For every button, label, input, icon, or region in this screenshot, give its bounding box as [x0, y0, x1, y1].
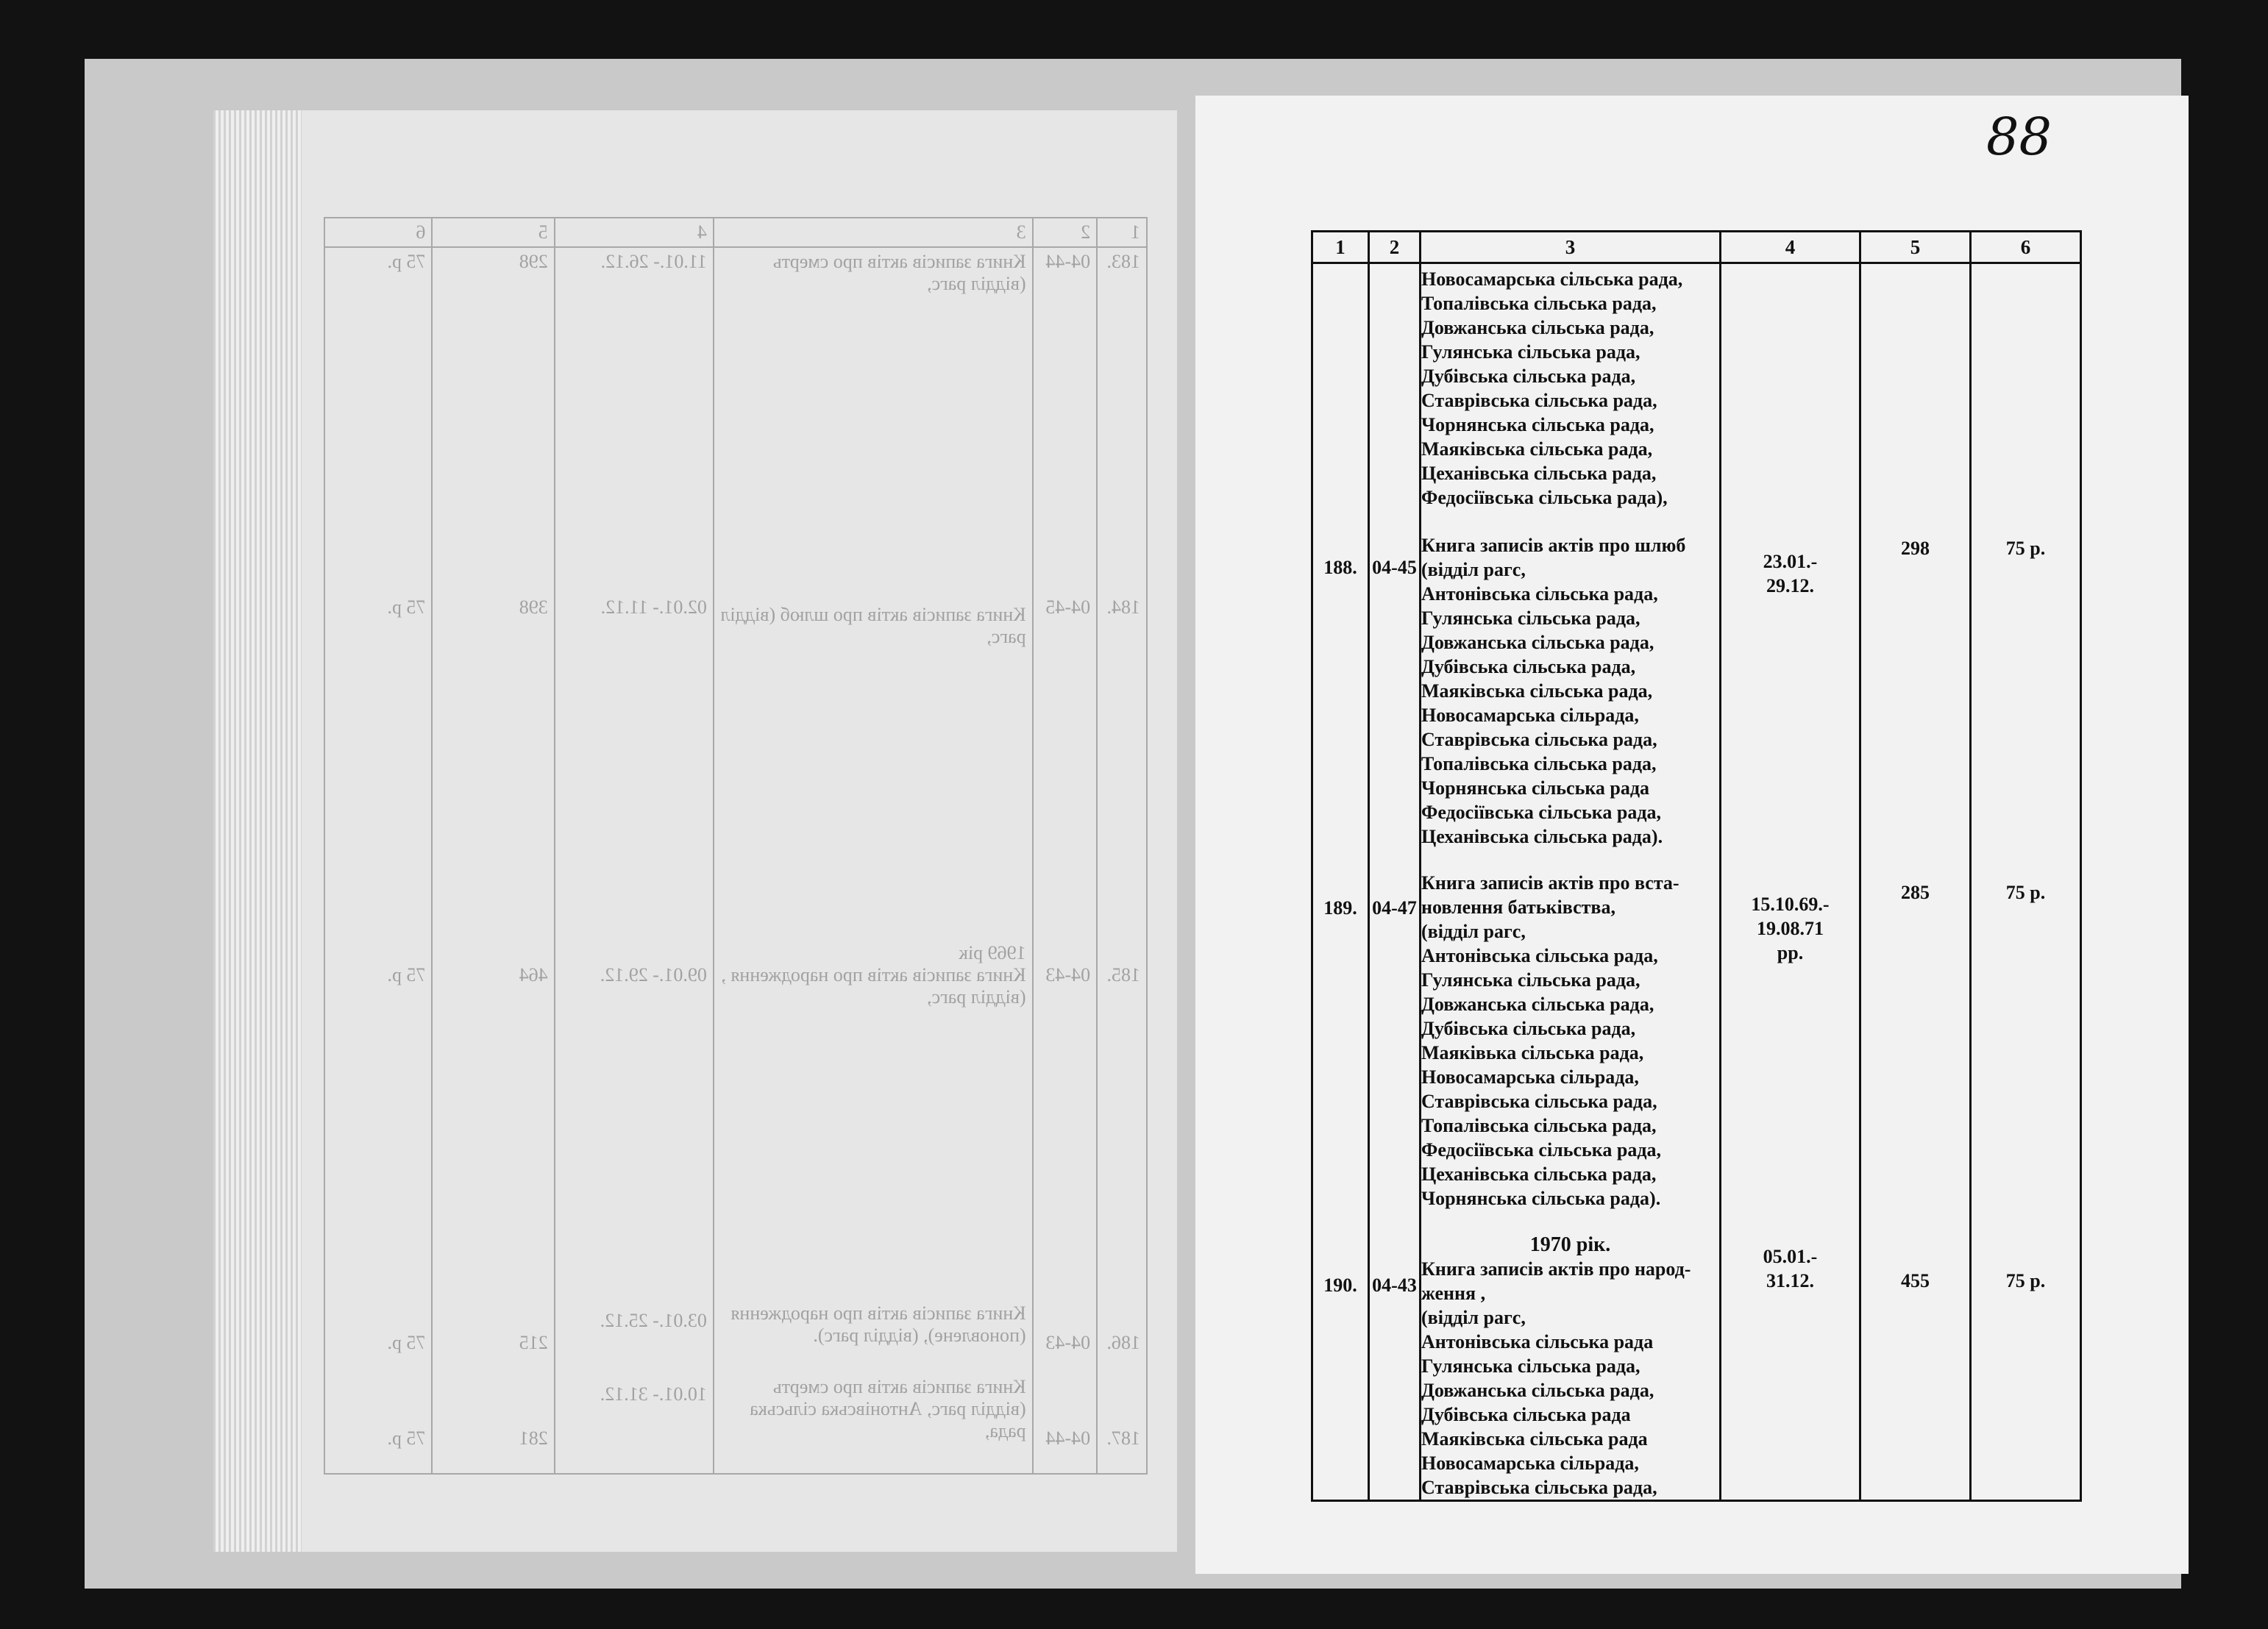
council-line: Антонівська сільська рада — [1421, 1331, 1654, 1352]
council-line: Дубівська сільська рада — [1421, 1404, 1631, 1425]
date-line: 29.12. — [1766, 575, 1814, 596]
council-line: Ставрівська сільська рада, — [1421, 729, 1657, 750]
facing-header-2: 2 — [1033, 218, 1097, 247]
council-line: Топалівська сільська рада, — [1421, 1115, 1657, 1136]
council-line: Новосамарська сільрада, — [1421, 1066, 1639, 1088]
register-table — [1311, 230, 2082, 1502]
row-188-retention: 75 р. — [2005, 538, 2046, 559]
column-header-3: 3 — [1421, 232, 1721, 263]
facing-row-period: 75 р. — [387, 251, 426, 272]
facing-row-num: 185. — [1106, 964, 1140, 985]
record-title-line: (відділ рагс, — [1421, 1307, 1526, 1328]
facing-row-dates: 03.01.- 25.12. — [600, 1310, 707, 1331]
facing-row-sheets: 281 — [519, 1427, 548, 1449]
council-line: Гулянська сільська рада, — [1421, 607, 1640, 629]
facing-row-code: 04-43 — [1045, 1332, 1091, 1353]
row-189-retention: 75 р. — [2005, 882, 2046, 903]
facing-row-num: 187. — [1106, 1427, 1140, 1449]
council-line: Федосіївська сільська рада, — [1421, 1139, 1661, 1161]
column-header-6: 6 — [1971, 232, 2081, 263]
row-190-code: 04-43 — [1372, 1275, 1417, 1296]
council-line: Ставрівська сільська рада, — [1421, 390, 1657, 411]
row-189-sheets: 285 — [1901, 882, 1930, 903]
continued-council-list — [1421, 264, 1719, 510]
facing-row-period: 75 р. — [387, 1332, 426, 1353]
row-190-description — [1421, 1233, 1719, 1500]
column-header-1: 1 — [1312, 232, 1369, 263]
council-line: Чорнянська сільська рада). — [1421, 1188, 1661, 1209]
record-title-line: ження , — [1421, 1283, 1486, 1304]
facing-row-sheets: 215 — [519, 1332, 548, 1353]
facing-row-dates: 09.01.- 29.12. — [600, 964, 707, 985]
council-line: Маяківька сільська рада, — [1421, 1042, 1644, 1063]
council-line: Ставрівська сільська рада, — [1421, 1091, 1657, 1112]
council-line: Чорнянська сільська рада — [1421, 777, 1650, 799]
row-188-code: 04-45 — [1372, 557, 1417, 578]
council-line: Цеханівська сільська рада, — [1421, 463, 1657, 484]
facing-row-code: 04-44 — [1045, 251, 1091, 272]
council-line: Топалівська сільська рада, — [1421, 753, 1657, 774]
facing-row-title: Книга записів актів про народження (поновлене), (відділ рагс). — [730, 1302, 1026, 1346]
council-line: Маяківська сільська рада — [1421, 1428, 1648, 1450]
record-title-line: (відділ рагс, — [1421, 921, 1526, 942]
facing-row-num: 186. — [1106, 1332, 1140, 1353]
column-retention — [1971, 263, 2081, 1501]
council-line: Новосамарська сільрада, — [1421, 705, 1639, 726]
council-line: Антонівська сільська рада, — [1421, 583, 1658, 605]
council-line: Цеханівська сільська рада, — [1421, 1163, 1657, 1185]
date-line: 15.10.69.- — [1751, 894, 1830, 915]
record-title-line: Книга записів актів про вста- — [1421, 872, 1679, 894]
date-line: рр. — [1777, 942, 1804, 963]
column-dates — [1721, 263, 1860, 1501]
facing-year-heading: 1969 рік — [959, 942, 1026, 963]
facing-row-dates: 10.01.- 31.12. — [600, 1383, 707, 1405]
facing-row-title: Книга записів актів про народження , (відділ рагс, — [721, 964, 1026, 1008]
council-line: Дубівська сільська рада, — [1421, 656, 1636, 677]
page-stack-edge — [213, 110, 302, 1552]
folio-number: 88 — [1986, 107, 2052, 167]
council-line: Маяківська сільська рада, — [1421, 680, 1653, 702]
mirrored-facing-page-table — [324, 217, 1148, 1475]
table-body-row — [1312, 263, 2081, 1501]
row-189-number: 189. — [1323, 897, 1357, 919]
row-188-description — [1421, 533, 1719, 849]
facing-row-period: 75 р. — [387, 964, 426, 985]
council-line: Ставрівська сільська рада, — [1421, 1477, 1657, 1498]
council-line: Дубівська сільська рада, — [1421, 1018, 1636, 1039]
row-188-dates — [1721, 549, 1859, 598]
column-code — [1369, 263, 1421, 1501]
facing-row-num: 184. — [1106, 596, 1140, 618]
facing-row-code: 04-43 — [1045, 964, 1091, 985]
council-line: Цеханівська сільська рада). — [1421, 826, 1663, 847]
record-title-line: Книга записів актів про шлюб — [1421, 535, 1686, 556]
council-line: Довжанська сільська рада, — [1421, 994, 1654, 1015]
facing-row-sheets: 298 — [519, 251, 548, 272]
council-line: Гулянська сільська рада, — [1421, 341, 1640, 363]
facing-row-code: 04-45 — [1045, 596, 1091, 618]
row-189-code: 04-47 — [1372, 897, 1417, 919]
council-line: Довжанська сільська рада, — [1421, 632, 1654, 653]
facing-header-3: 3 — [714, 218, 1033, 247]
facing-row-dates: 11.01.- 26.12. — [600, 251, 707, 272]
column-header-4: 4 — [1721, 232, 1860, 263]
facing-header-1: 1 — [1097, 218, 1147, 247]
facing-header-4: 4 — [555, 218, 714, 247]
council-line: Дубівська сільська рада, — [1421, 366, 1636, 387]
year-heading: 1970 рік. — [1529, 1233, 1611, 1256]
council-line: Гулянська сільська рада, — [1421, 1355, 1640, 1377]
council-line: Федосіївська сільська рада, — [1421, 802, 1661, 823]
date-line: 23.01.- — [1763, 551, 1818, 572]
row-190-retention: 75 р. — [2005, 1270, 2046, 1291]
column-header-5: 5 — [1860, 232, 1971, 263]
facing-row-dates: 02.01.- 11.12. — [600, 596, 707, 618]
facing-row-num: 183. — [1106, 251, 1140, 272]
council-line: Довжанська сільська рада, — [1421, 1380, 1654, 1401]
record-title-line: новлення батьківства, — [1421, 897, 1615, 918]
row-189-dates — [1721, 892, 1859, 965]
council-line: Гулянська сільська рада, — [1421, 969, 1640, 991]
council-line: Новосамарська сільська рада, — [1421, 268, 1683, 290]
facing-header-6: 6 — [324, 218, 432, 247]
row-190-number: 190. — [1323, 1275, 1357, 1296]
facing-row-code: 04-44 — [1045, 1427, 1091, 1449]
facing-header-5: 5 — [432, 218, 554, 247]
facing-row-title: Книга записів актів про шлюб (відділ рагс, — [720, 604, 1026, 647]
row-190-dates — [1721, 1244, 1859, 1293]
facing-row-sheets: 398 — [519, 596, 548, 618]
column-description — [1421, 263, 1721, 1501]
council-line: Новосамарська сільрада, — [1421, 1452, 1639, 1474]
row-190-sheets: 455 — [1901, 1270, 1930, 1291]
record-title-line: (відділ рагс, — [1421, 559, 1526, 580]
council-line: Чорнянська сільська рада, — [1421, 414, 1654, 435]
table-header-row — [1312, 232, 2081, 263]
row-188-sheets: 298 — [1901, 538, 1930, 559]
facing-row-period: 75 р. — [387, 1427, 426, 1449]
council-line: Федосіївська сільська рада), — [1421, 487, 1668, 508]
facing-row-period: 75 р. — [387, 596, 426, 618]
column-sheets — [1860, 263, 1971, 1501]
column-number — [1312, 263, 1369, 1501]
row-189-description — [1421, 871, 1719, 1211]
date-line: 31.12. — [1766, 1270, 1814, 1291]
facing-row-sheets: 464 — [519, 964, 548, 985]
council-line: Топалівська сільська рада, — [1421, 293, 1657, 314]
council-line: Маяківська сільська рада, — [1421, 438, 1653, 460]
date-line: 19.08.71 — [1757, 918, 1824, 939]
facing-row-title: Книга записів актів про смерть (відділ рагс, Антонівська сільська рада, — [750, 1376, 1026, 1441]
record-title-line: Книга записів актів про народ- — [1421, 1258, 1691, 1280]
date-line: 05.01.- — [1763, 1246, 1818, 1267]
council-line: Антонівська сільська рада, — [1421, 945, 1658, 966]
row-188-number: 188. — [1323, 557, 1357, 578]
facing-row-title: Книга записів актів про смерть (відділ рагс, — [772, 251, 1026, 294]
council-line: Довжанська сільська рада, — [1421, 317, 1654, 338]
column-header-2: 2 — [1369, 232, 1421, 263]
